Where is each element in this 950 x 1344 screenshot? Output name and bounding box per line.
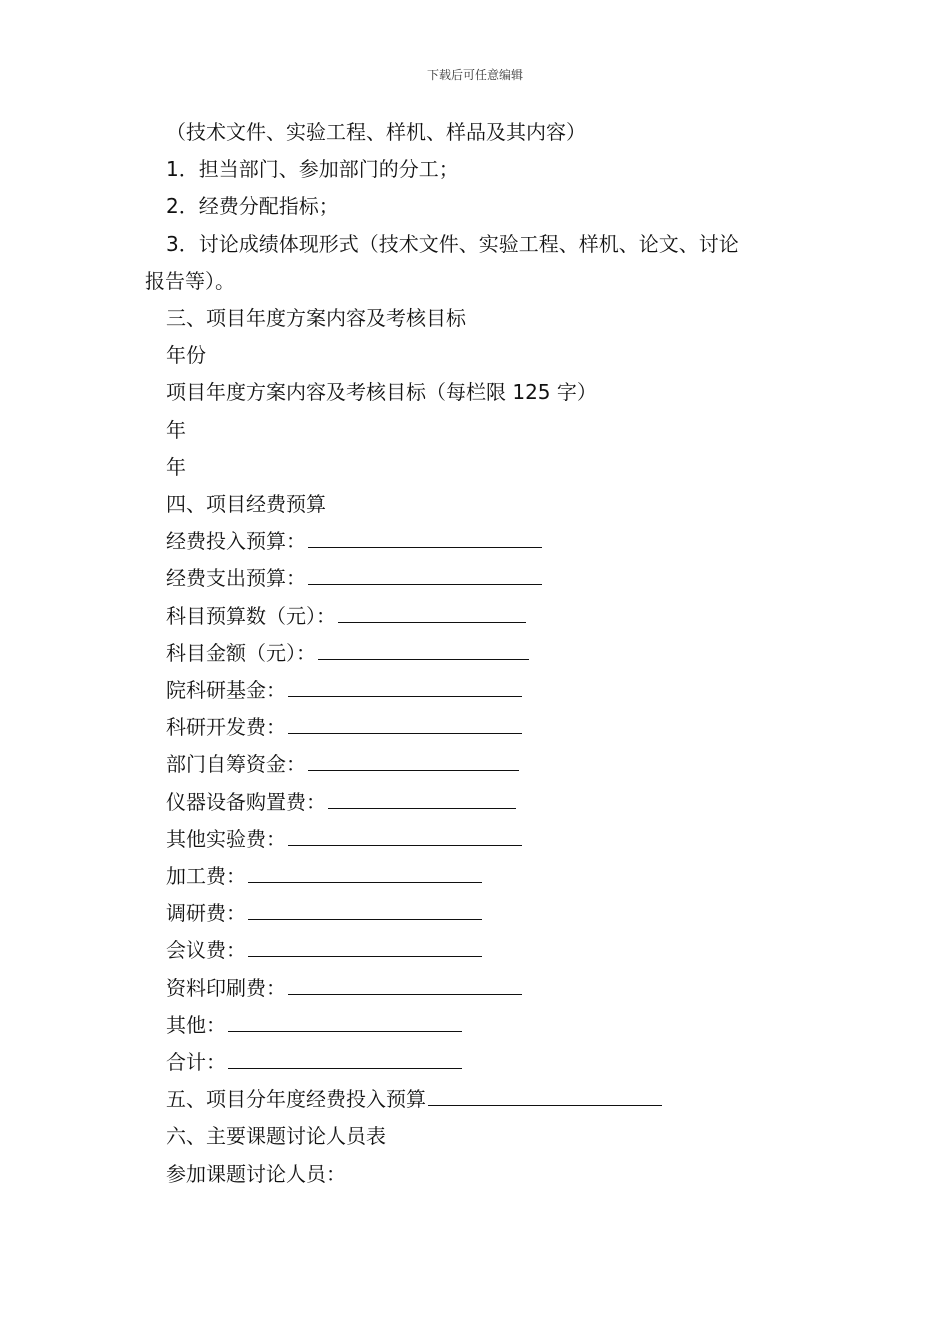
line-text: 科目预算数（元）： [166, 604, 336, 628]
form-field-line [166, 936, 482, 964]
line-text: 会议费： [166, 938, 246, 962]
fill-in-blank [248, 862, 482, 883]
fill-in-blank [328, 788, 516, 809]
fill-in-blank [308, 750, 519, 771]
text-line [166, 490, 326, 518]
fill-in-blank [308, 564, 542, 585]
fill-in-blank [308, 527, 542, 548]
form-field-line [166, 862, 482, 890]
form-field-line [166, 527, 542, 555]
line-text: 调研费： [166, 901, 246, 925]
fill-in-blank [288, 713, 522, 734]
text-line [166, 1160, 346, 1188]
line-text: 经费支出预算： [166, 566, 306, 590]
page-header: 下载后可任意编辑 [426, 68, 523, 82]
text-line [145, 267, 235, 295]
fill-in-blank [288, 825, 522, 846]
form-field-line [166, 1048, 462, 1076]
text-line [166, 341, 206, 369]
form-field-line [166, 825, 522, 853]
fill-in-blank [248, 936, 482, 957]
form-field-line [166, 750, 519, 778]
line-text: 报告等）。 [145, 269, 235, 293]
fill-in-blank [338, 602, 526, 623]
form-field-line [166, 899, 482, 927]
line-text: 经费投入预算： [166, 529, 306, 553]
line-text: 六、主要课题讨论人员表 [166, 1124, 386, 1148]
line-text: 其他： [166, 1013, 226, 1037]
fill-in-blank [228, 1048, 462, 1069]
text-line [166, 378, 597, 406]
text-line [166, 192, 339, 220]
line-text: 项目年度方案内容及考核目标（每栏限 125 字） [166, 380, 597, 404]
fill-in-blank [288, 974, 522, 995]
line-text: 加工费： [166, 864, 246, 888]
line-text: 科目金额（元）： [166, 641, 316, 665]
line-text: 其他实验费： [166, 827, 286, 851]
line-text: 1．担当部门、参加部门的分工； [166, 157, 459, 181]
line-text: 院科研基金： [166, 678, 286, 702]
form-field-line [166, 788, 516, 816]
form-field-line [166, 1085, 662, 1113]
form-field-line [166, 713, 522, 741]
fill-in-blank [288, 676, 522, 697]
line-text: 年份 [166, 343, 206, 367]
line-text: 年 [166, 418, 186, 442]
fill-in-blank [248, 899, 482, 920]
text-line [166, 118, 586, 146]
text-line [166, 416, 186, 444]
form-field-line [166, 564, 542, 592]
text-line [166, 453, 186, 481]
line-text: 合计： [166, 1050, 226, 1074]
form-field-line [166, 602, 526, 630]
text-line [166, 155, 459, 183]
line-text: 四、项目经费预算 [166, 492, 326, 516]
line-text: 三、项目年度方案内容及考核目标 [166, 306, 466, 330]
line-text: 参加课题讨论人员： [166, 1162, 346, 1186]
text-line [166, 1122, 386, 1150]
form-field-line [166, 639, 529, 667]
line-text: 科研开发费： [166, 715, 286, 739]
line-text: 仪器设备购置费： [166, 790, 326, 814]
line-text: （技术文件、实验工程、样机、样品及其内容） [166, 120, 586, 144]
line-text: 五、项目分年度经费投入预算 [166, 1087, 426, 1111]
fill-in-blank [428, 1085, 662, 1106]
line-text: 资料印刷费： [166, 976, 286, 1000]
form-field-line [166, 676, 522, 704]
line-text: 3．讨论成绩体现形式（技术文件、实验工程、样机、论文、讨论 [166, 232, 739, 256]
text-line [166, 230, 739, 258]
line-text: 年 [166, 455, 186, 479]
fill-in-blank [318, 639, 529, 660]
form-field-line [166, 1011, 462, 1039]
fill-in-blank [228, 1011, 462, 1032]
text-line [166, 304, 466, 332]
line-text: 2．经费分配指标； [166, 194, 339, 218]
form-field-line [166, 974, 522, 1002]
line-text: 部门自筹资金： [166, 752, 306, 776]
